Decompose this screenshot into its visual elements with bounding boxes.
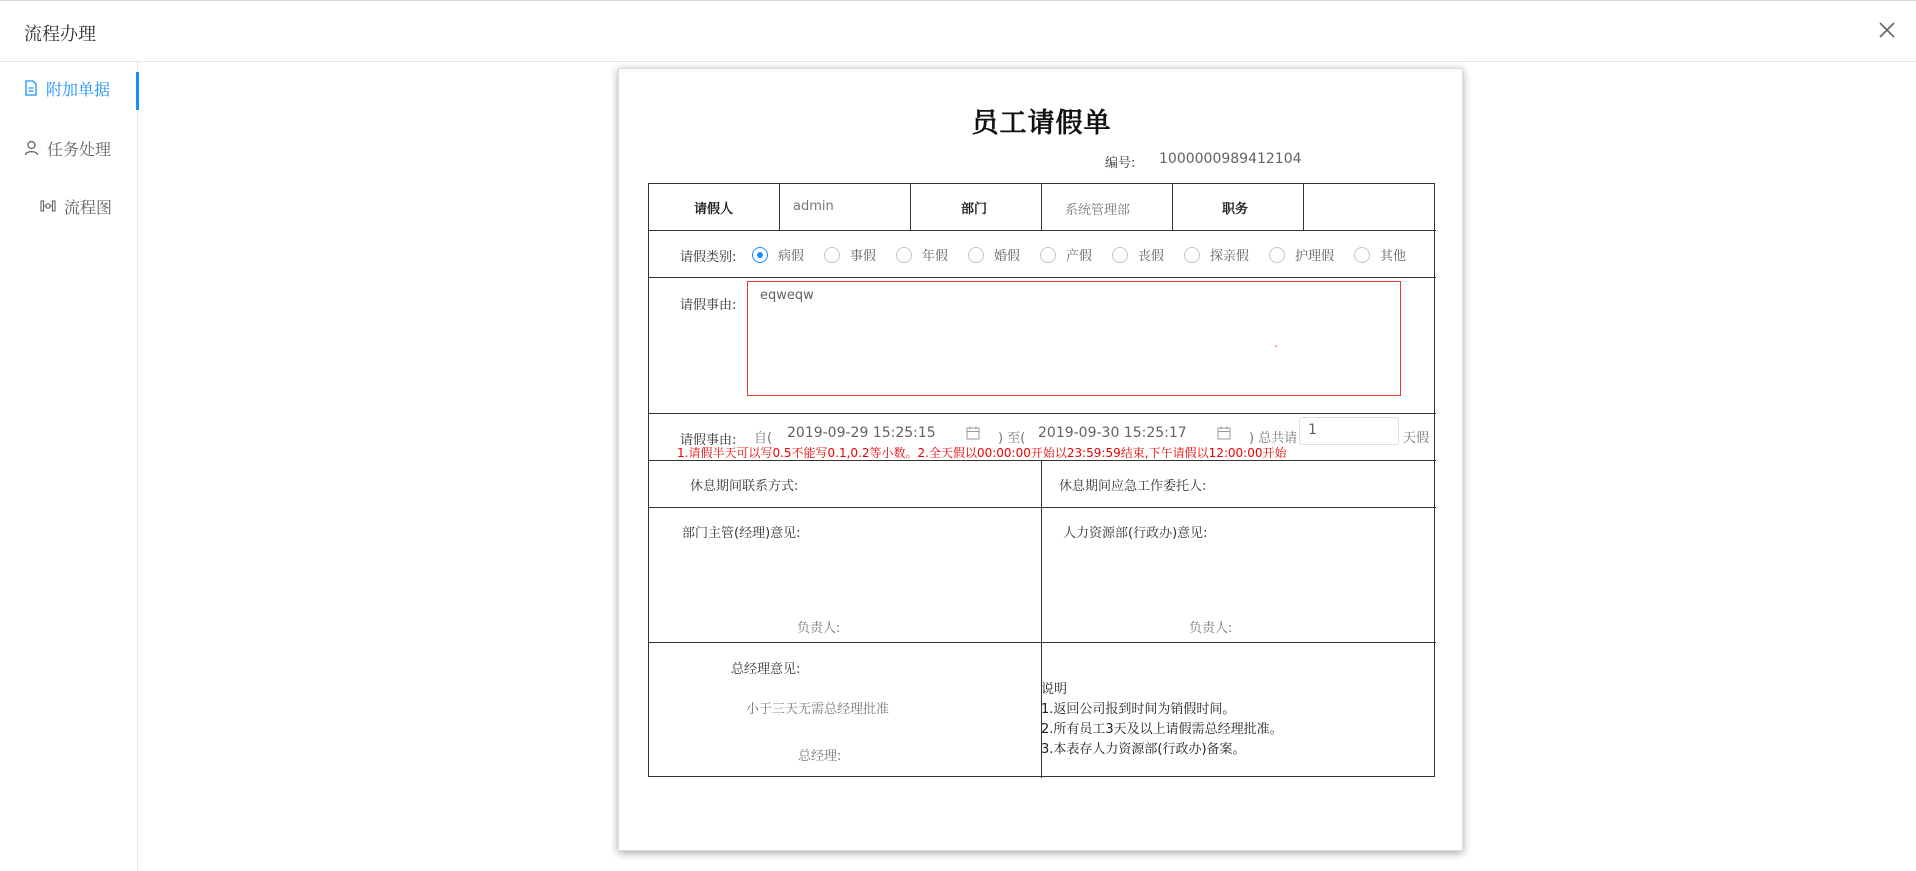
leave-type-option[interactable] (968, 245, 1020, 264)
serial-label: 编号: (1105, 156, 1136, 171)
leave-type-option[interactable] (1184, 245, 1249, 264)
radio-button[interactable] (752, 247, 768, 263)
col-divider (910, 184, 911, 230)
leave-type-option[interactable] (824, 245, 876, 264)
col-divider (1303, 184, 1304, 230)
leave-form-paper (618, 68, 1463, 851)
reason-textarea[interactable] (747, 281, 1401, 396)
form-grid (648, 183, 1435, 777)
leave-type-label-text: 丧假 (1138, 249, 1165, 264)
row-divider (649, 277, 1436, 278)
row-divider (649, 642, 1436, 643)
radio-button[interactable] (1112, 247, 1128, 263)
from-prefix: 自( (754, 431, 773, 446)
responsible-label: 负责人: (1189, 621, 1233, 636)
position-label: 职务 (1222, 202, 1249, 217)
period-label: 请假事由: (680, 433, 737, 448)
applicant-label: 请假人 (694, 202, 734, 217)
sidebar-item-attached-docs[interactable] (0, 68, 138, 108)
responsible-label: 负责人: (797, 621, 841, 636)
total-days-input[interactable]: 1 (1299, 417, 1399, 445)
explanation-line: 2.所有员工3天及以上请假需总经理批准。 (1041, 722, 1283, 737)
col-divider (1041, 184, 1042, 230)
leave-type-option[interactable] (1040, 245, 1092, 264)
leave-type-label-text: 产假 (1066, 249, 1093, 264)
leave-type-option[interactable] (1354, 245, 1406, 264)
col-divider (1172, 184, 1173, 230)
leave-type-label-text: 婚假 (994, 249, 1021, 264)
row-divider (649, 507, 1436, 508)
radio-button[interactable] (896, 247, 912, 263)
dialog-header (0, 0, 1916, 62)
radio-button[interactable] (824, 247, 840, 263)
total-suffix: 天假 (1403, 431, 1430, 446)
radio-button[interactable] (968, 247, 984, 263)
sidebar-item-label: 任务处理 (47, 139, 112, 159)
leave-type-label-text: 其他 (1380, 249, 1407, 264)
document-icon (24, 80, 38, 96)
applicant-value[interactable]: admin (793, 199, 834, 214)
reason-text: eqweqw (760, 288, 814, 303)
explanation-line: 1.返回公司报到时间为销假时间。 (1041, 702, 1236, 717)
radio-button[interactable] (1269, 247, 1285, 263)
form-title: 员工请假单 (971, 108, 1112, 139)
leave-type-label-text: 病假 (778, 249, 805, 264)
start-date-input[interactable]: 2019-09-29 15:25:15 (787, 425, 936, 441)
row-divider (649, 230, 1436, 231)
col-divider (779, 184, 780, 230)
sidebar-item-flowchart[interactable] (0, 186, 138, 226)
calendar-icon[interactable] (1217, 426, 1231, 440)
gm-signature-label: 总经理: (798, 749, 842, 764)
dialog-title: 流程办理 (24, 24, 96, 45)
radio-button[interactable] (1354, 247, 1370, 263)
leave-type-label-text: 事假 (850, 249, 877, 264)
validation-mark: - (1274, 341, 1278, 352)
sidebar-item-label: 附加单据 (46, 79, 111, 99)
leave-type-option[interactable] (896, 245, 948, 264)
leave-type-option[interactable] (752, 245, 804, 264)
dept-label: 部门 (961, 202, 988, 217)
radio-button[interactable] (1184, 247, 1200, 263)
close-icon[interactable] (1876, 19, 1898, 41)
dept-value[interactable]: 系统管理部 (1065, 203, 1131, 218)
leave-type-label-text: 护理假 (1295, 249, 1335, 264)
sidebar-item-task[interactable] (0, 128, 138, 168)
flowchart-icon (40, 200, 56, 212)
leave-type-option[interactable] (1269, 245, 1334, 264)
leave-type-label-text: 年假 (922, 249, 949, 264)
leave-type-label-text: 探亲假 (1210, 249, 1250, 264)
dept-opinion-label: 部门主管(经理)意见: (682, 526, 801, 541)
to-prefix: ) 至( (998, 431, 1026, 446)
explanation-block (1041, 680, 1283, 760)
rule-note: 1.请假半天可以写0.5不能写0.1,0.2等小数。2.全天假以00:00:00开始以23:59:59结束,下午请假以12:00:00开始 (677, 446, 1287, 460)
delegate-label: 休息期间应急工作委托人: (1059, 479, 1207, 494)
row-divider (649, 413, 1436, 414)
user-icon (24, 140, 39, 156)
radio-button[interactable] (1040, 247, 1056, 263)
total-prefix: ) 总共请 (1249, 431, 1298, 446)
explanation-title: 说明 (1041, 682, 1068, 697)
serial-value: 1000000989412104 (1159, 151, 1302, 167)
leave-type-option[interactable] (1112, 245, 1164, 264)
end-date-input[interactable]: 2019-09-30 15:25:17 (1038, 425, 1187, 441)
sidebar-item-label: 流程图 (64, 197, 113, 217)
reason-label: 请假事由: (680, 298, 737, 313)
hr-opinion-label: 人力资源部(行政办)意见: (1063, 526, 1208, 541)
gm-note: 小于三天无需总经理批准 (746, 702, 890, 717)
gm-opinion-label: 总经理意见: (731, 662, 801, 677)
sidebar (0, 62, 138, 871)
explanation-line: 3.本表存人力资源部(行政办)备案。 (1041, 742, 1246, 757)
calendar-icon[interactable] (966, 426, 980, 440)
contact-label: 休息期间联系方式: (690, 479, 799, 494)
leave-type-label: 请假类别: (680, 250, 737, 265)
